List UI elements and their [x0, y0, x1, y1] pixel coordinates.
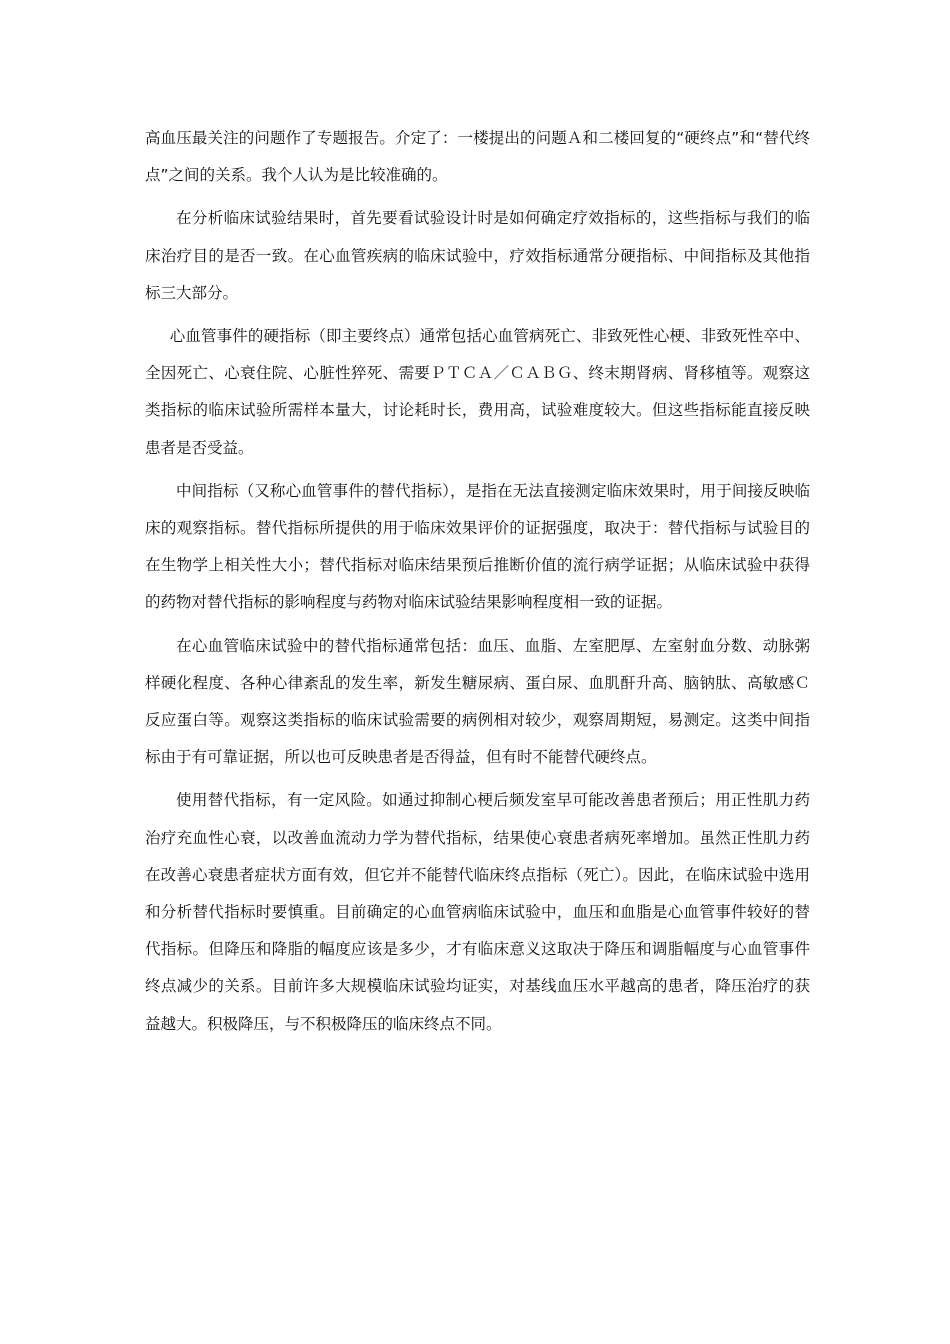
- paragraph-intro: 高血压最关注的问题作了专题报告。介定了：一楼提出的问题Ａ和二楼回复的“硬终点”和“替代终点”之间的关系。我个人认为是比较准确的。: [145, 129, 810, 185]
- paragraph-hard-endpoints: 心血管事件的硬指标（即主要终点）通常包括心血管病死亡、非致死性心梗、非致死性卒中、全因死亡、心衰住院、心脏性猝死、需要ＰＴＣＡ／ＣＡＢＧ、终末期肾病、肾移植等。观察这类指标的临床试验所需样本量大，讨论耗时长，费用高，试验难度较大。但这些指标能直接反映患者是否受益。: [145, 327, 810, 457]
- paragraph-surrogate-risk: 使用替代指标，有一定风险。如通过抑制心梗后频发室早可能改善患者预后；用正性肌力药治疗充血性心衰，以改善血流动力学为替代指标，结果使心衰患者病死率增加。虽然正性肌力药在改善心衰患者症状方面有效，但它并不能替代临床终点指标（死亡）。因此，在临床试验中选用和分析替代指标时要慎重。目前确定的心血管病临床试验中，血压和血脂是心血管事件较好的替代指标。但降压和降脂的幅度应该是多少，才有临床意义这取决于降压和调脂幅度与心血管事件终点减少的关系。目前许多大规模临床试验均证实，对基线血压水平越高的患者，降压治疗的获益越大。积极降压，与不积极降压的临床终点不同。: [145, 791, 810, 1033]
- document-body: [145, 120, 810, 1043]
- paragraph-efficacy-indicators: 在分析临床试验结果时，首先要看试验设计时是如何确定疗效指标的，这些指标与我们的临床治疗目的是否一致。在心血管疾病的临床试验中，疗效指标通常分硬指标、中间指标及其他指标三大部分。: [145, 209, 810, 302]
- paragraph-surrogate-list: 在心血管临床试验中的替代指标通常包括：血压、血脂、左室肥厚、左室射血分数、动脉粥样硬化程度、各种心律紊乱的发生率，新发生糖尿病、蛋白尿、血肌酐升高、脑钠肽、高敏感Ｃ反应蛋白等。观察这类指标的临床试验需要的病例相对较少，观察周期短，易测定。这类中间指标由于有可靠证据，所以也可反映患者是否得益，但有时不能替代硬终点。: [145, 636, 810, 767]
- paragraph-intermediate-indicators: 中间指标（又称心血管事件的替代指标），是指在无法直接测定临床效果时，用于间接反映临床的观察指标。替代指标所提供的用于临床效果评价的证据强度，取决于：替代指标与试验目的在生物学上相关性大小；替代指标对临床结果预后推断价值的流行病学证据；从临床试验中获得的药物对替代指标的影响程度与药物对临床试验结果影响程度相一致的证据。: [145, 481, 810, 612]
